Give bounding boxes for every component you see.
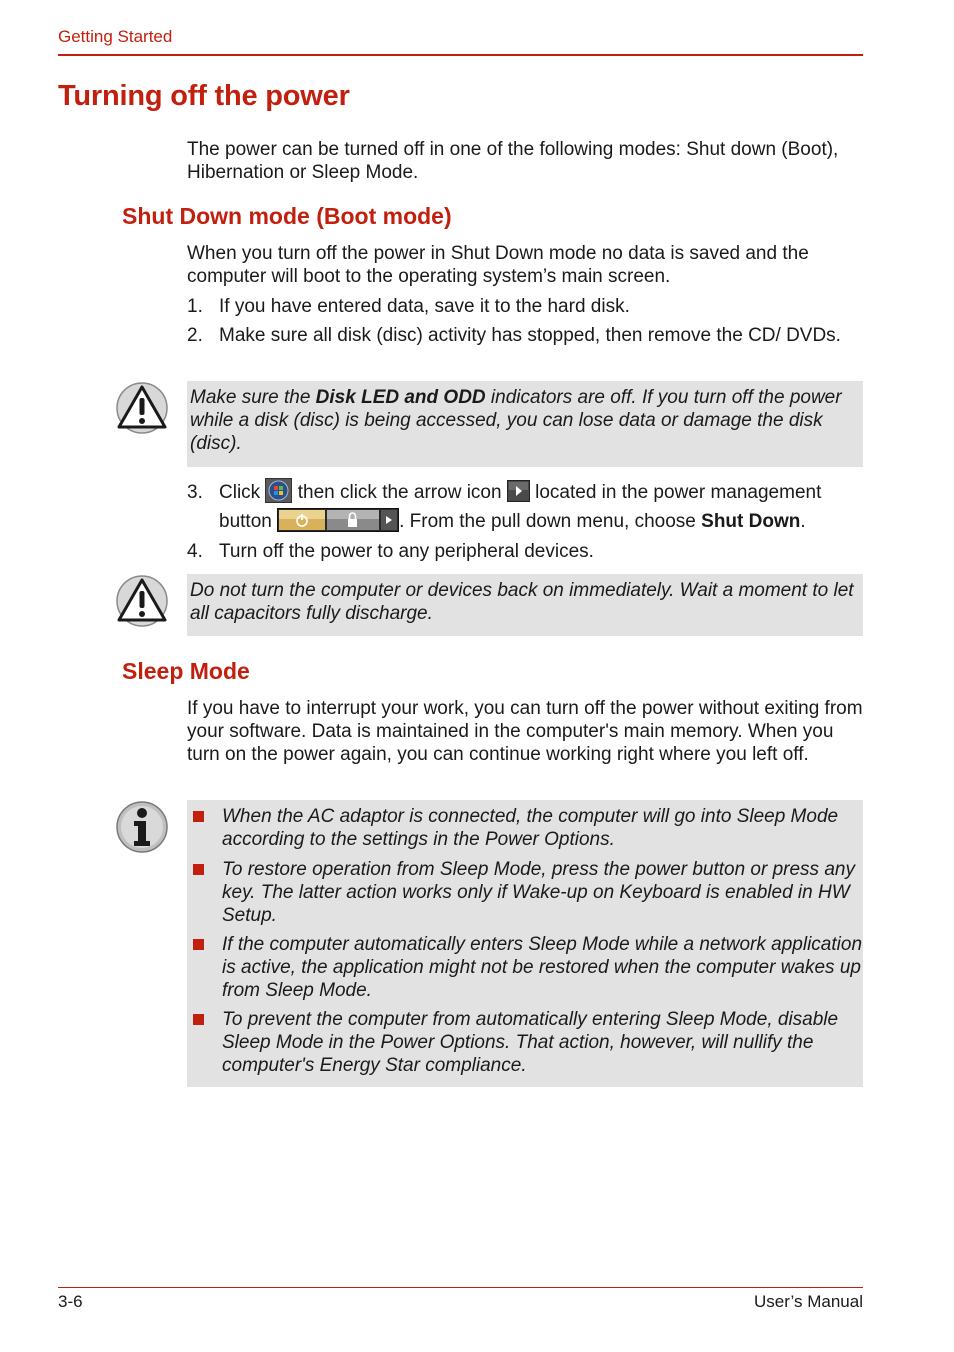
power-management-button-icon [277,508,399,532]
running-header: Getting Started [58,27,173,46]
bullet-square [193,864,204,875]
step-number: 3. [187,482,203,503]
page-number: 3-6 [58,1292,83,1311]
bullet-square [193,811,204,822]
sleep-heading: Sleep Mode [122,658,250,684]
caution-bold: Disk LED and ODD [315,387,486,408]
bullet-square [193,1014,204,1025]
footer-rule [58,1287,863,1288]
shut-down-label: Shut Down [701,511,801,532]
step-text: Make sure all disk (disc) activity has stopped, then remove the CD/ DVDs. [219,325,841,346]
info-icon [116,801,168,853]
caution-icon [116,575,168,627]
step-text: Click then click the arrow icon located in the power management button . From the pull down menu, choose Shut Down. [219,481,863,533]
caution-box [187,574,863,636]
bullet-text: To restore operation from Sleep Mode, press the power button or press any key. The latter action works only if Wake-up on Keyboard is enabled in HW Setup. [222,859,855,926]
caution-text: Make sure the Disk LED and ODD indicators are off. If you turn off the power while a disk (disc) is being accessed, you can lose data or damage the disk (disc). [190,387,842,454]
caution-box [187,381,863,467]
sleep-paragraph: If you have to interrupt your work, you can turn off the power without exiting from your software. Data is maintained in the computer's main memory. When you turn on the power again, you can continue working right where you left off. [187,698,863,765]
step-text: Turn off the power to any peripheral devices. [219,541,594,562]
shutdown-heading: Shut Down mode (Boot mode) [122,203,452,229]
caution-text: Do not turn the computer or devices back on immediately. Wait a moment to let all capacitors fully discharge. [190,580,854,624]
bullet-text: If the computer automatically enters Sleep Mode while a network application is active, the application might not be restored when the computer wakes up from Sleep Mode. [222,934,863,1001]
bullet-text: When the AC adaptor is connected, the computer will go into Sleep Mode according to the settings in the Power Options. [222,806,839,850]
manual-name: User’s Manual [754,1292,863,1311]
arrow-icon [507,480,530,502]
shutdown-paragraph: When you turn off the power in Shut Down mode no data is saved and the computer will boot to the operating system’s main screen. [187,243,809,287]
step-text: If you have entered data, save it to the hard disk. [219,296,630,317]
bullet-text: To prevent the computer from automatically entering Sleep Mode, disable Sleep Mode in the Power Options. That action, however, will nullify the computer's Energy Star compliance. [222,1009,839,1076]
caution-icon [116,382,168,434]
info-box [187,800,863,1087]
header-rule [58,54,863,56]
intro-paragraph: The power can be turned off in one of the following modes: Shut down (Boot), Hibernation or Sleep Mode. [187,139,839,183]
step-number: 2. [187,325,203,346]
bullet-square [193,939,204,950]
step-3 [187,481,863,537]
page-title: Turning off the power [58,80,350,112]
windows-start-icon [265,478,292,503]
step-number: 1. [187,296,203,317]
step-number: 4. [187,541,203,562]
